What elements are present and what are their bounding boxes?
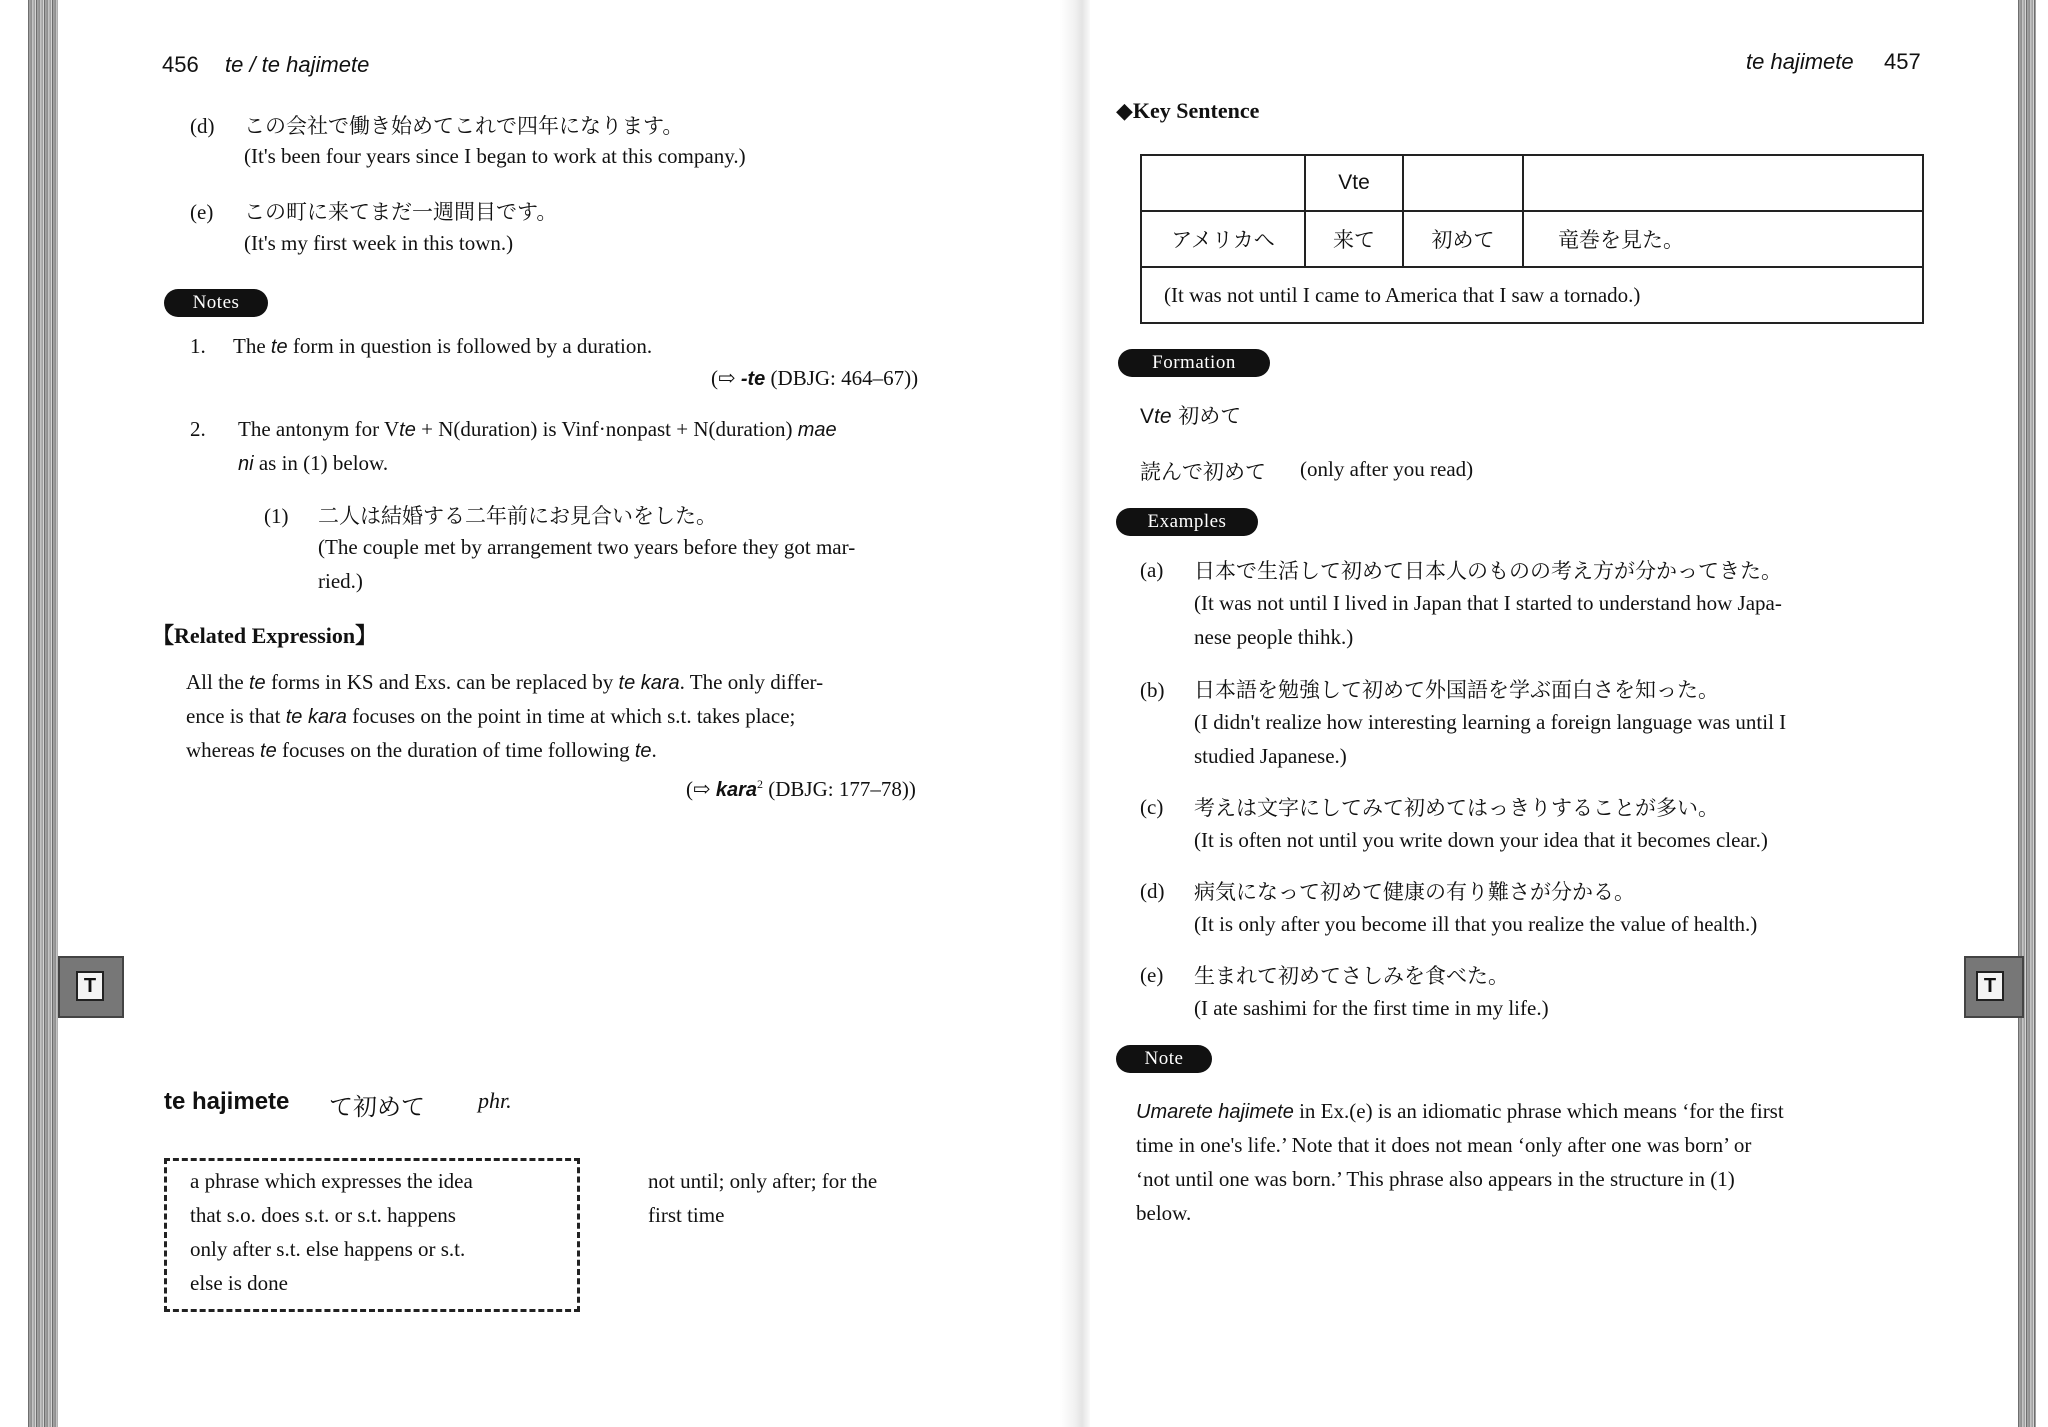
gloss-line-1: not until; only after; for the <box>648 1169 878 1193</box>
right-page-edge <box>2018 0 2036 1427</box>
note-2-b: + N(duration) is Vinf·nonpast + N(duration) <box>415 417 798 441</box>
right-example-e-en-1: (I ate sashimi for the first time in my life.) <box>1194 996 1549 1020</box>
example-d-en: (It's been four years since I began to work at this company.) <box>244 144 746 168</box>
ks-header-empty-4 <box>1523 155 1923 211</box>
entry-headword: te hajimete <box>164 1088 290 1115</box>
right-example-a-label: (a) <box>1140 558 1164 582</box>
right-example-d-jp: 病気になって初めて健康の有り難さが分かる。 <box>1194 880 1635 904</box>
formation-pattern <box>1140 402 1241 431</box>
rel-3c: . <box>651 738 657 762</box>
note-1-reference[interactable] <box>711 364 918 394</box>
entry-pos: phr. <box>478 1088 512 1113</box>
ks-header-vte: Vte <box>1305 155 1403 211</box>
definition-line-4: else is done <box>190 1271 288 1295</box>
right-example-b-en-1: (I didn't realize how interesting learning a foreign language was until I <box>1194 710 1787 734</box>
examples-label: Examples <box>1116 508 1258 536</box>
notes-label: Notes <box>164 289 268 317</box>
sub-example-jp: 二人は結婚する二年前にお見合いをした。 <box>318 504 717 528</box>
note-2-line-2 <box>238 449 388 479</box>
right-example-e-label: (e) <box>1140 963 1164 987</box>
ks-translation: (It was not until I came to America that I saw a tornado.) <box>1141 267 1923 323</box>
rel-ref-a: (⇨ <box>686 777 716 801</box>
formation-v: V <box>1140 405 1155 428</box>
sub-example-label: (1) <box>264 504 289 528</box>
note-1-text <box>233 332 652 362</box>
rel-2-tekara: te kara <box>285 706 347 728</box>
example-e-en: (It's my first week in this town.) <box>244 231 514 255</box>
rel-1b: forms in KS and Exs. can be replaced by <box>265 670 619 694</box>
note-line-1 <box>1136 1097 1784 1127</box>
right-example-d-en-1: (It is only after you become ill that you realize the value of health.) <box>1194 912 1758 936</box>
related-line-1 <box>186 668 823 698</box>
note-1-ref-te: -te <box>740 368 766 390</box>
right-example-d-label: (d) <box>1140 879 1165 903</box>
left-thumb-tab[interactable] <box>58 956 124 1018</box>
book-gutter <box>1060 0 1090 1427</box>
right-example-a-jp: 日本で生活して初めて日本人のものの考え方が分かってきた。 <box>1194 559 1782 583</box>
note-1-ref-arrow: (⇨ <box>711 366 741 390</box>
note-2-number: 2. <box>190 417 206 441</box>
definition-line-3: only after s.t. else happens or s.t. <box>190 1237 466 1261</box>
rel-2b: focuses on the point in time at which s.t. takes place; <box>346 704 796 728</box>
entry-headword-jp: て初めて <box>329 1093 425 1121</box>
ks-cell-america: アメリカへ <box>1141 211 1305 267</box>
rel-ref-kara: kara <box>715 779 757 801</box>
definition-line-2: that s.o. does s.t. or s.t. happens <box>190 1203 456 1227</box>
definition-line-1: a phrase which expresses the idea <box>190 1169 473 1193</box>
note-2-line-1 <box>238 415 837 445</box>
example-d-jp: この会社で働き始めてこれで四年になります。 <box>244 114 684 138</box>
note-1-number: 1. <box>190 334 206 358</box>
left-page-number: 456 <box>162 52 199 77</box>
note-umarete: Umarete hajimete <box>1136 1101 1294 1123</box>
rel-3-te2: te <box>634 740 652 762</box>
right-example-c-label: (c) <box>1140 795 1164 819</box>
formation-label: Formation <box>1118 349 1270 377</box>
related-expression-heading: 【Related Expression】 <box>152 623 378 648</box>
note-line-2: time in one's life.’ Note that it does not mean ‘only after one was born’ or <box>1136 1133 1752 1157</box>
note-2-mae: mae <box>797 419 837 441</box>
note-2-a: The antonym for V <box>238 417 400 441</box>
related-line-2 <box>186 702 795 732</box>
note-1-post: form in question is followed by a duration. <box>287 334 653 358</box>
note-1-te: te <box>270 336 288 358</box>
ks-cell-tatsumaki: 竜巻を見た。 <box>1523 211 1923 267</box>
formation-example-jp: 読んで初めて <box>1140 460 1266 484</box>
formation-hajimete: 初めて <box>1171 404 1242 428</box>
right-example-e-jp: 生まれて初めてさしみを食べた。 <box>1194 964 1509 988</box>
note-1-pre: The <box>233 334 271 358</box>
ks-header-empty-3 <box>1403 155 1523 211</box>
example-e-jp: この町に来てまだ一週間目です。 <box>244 200 558 224</box>
example-d-label: (d) <box>190 114 215 138</box>
right-thumb-tab[interactable] <box>1964 956 2024 1018</box>
right-tab-letter: T <box>1976 971 2004 1001</box>
right-example-a-en-1: (It was not until I lived in Japan that I started to understand how Japa- <box>1194 591 1782 615</box>
related-reference[interactable] <box>686 770 916 805</box>
formation-te: te <box>1154 405 1172 428</box>
note-2-te: te <box>399 419 416 441</box>
ks-header-empty-1 <box>1141 155 1305 211</box>
note-line-1-rest: in Ex.(e) is an idiomatic phrase which means ‘for the first <box>1293 1099 1784 1123</box>
right-example-c-jp: 考えは文字にしてみて初めてはっきりすることが多い。 <box>1194 796 1719 820</box>
gloss-line-2: first time <box>648 1203 725 1227</box>
rel-1-te: te <box>249 672 266 694</box>
note-2-ni: ni <box>238 453 254 475</box>
left-page-edge <box>28 0 58 1427</box>
formation-example-en: (only after you read) <box>1300 457 1474 481</box>
rel-2a: ence is that <box>186 704 286 728</box>
ks-cell-hajimete: 初めて <box>1403 211 1523 267</box>
note-label: Note <box>1116 1045 1212 1073</box>
rel-3-te: te <box>260 740 277 762</box>
related-line-3 <box>186 736 657 766</box>
note-line-4: below. <box>1136 1201 1192 1225</box>
note-line-3: ‘not until one was born.’ This phrase also appears in the structure in (1) <box>1136 1167 1735 1191</box>
rel-ref-b: (DBJG: 177–78)) <box>763 777 916 801</box>
right-running-head: te hajimete <box>1746 49 1854 74</box>
sub-example-en-1: (The couple met by arrangement two years before they got mar- <box>318 535 856 559</box>
note-1-ref-rest: (DBJG: 464–67)) <box>765 366 919 390</box>
ks-cell-kite: 来て <box>1305 211 1403 267</box>
sub-example-en-2: ried.) <box>318 569 363 593</box>
rel-3b: focuses on the duration of time following <box>276 738 635 762</box>
left-tab-letter: T <box>76 971 104 1001</box>
right-example-c-en-1: (It is often not until you write down your idea that it becomes clear.) <box>1194 828 1768 852</box>
rel-1-tekara: te kara <box>618 672 680 694</box>
key-sentence-label: ◆Key Sentence <box>1116 98 1260 123</box>
right-example-b-jp: 日本語を勉強して初めて外国語を学ぶ面白さを知った。 <box>1194 678 1719 702</box>
rel-3a: whereas <box>186 738 261 762</box>
right-example-b-en-2: studied Japanese.) <box>1194 744 1347 768</box>
right-page-number: 457 <box>1884 49 1921 74</box>
left-running-head: te / te hajimete <box>225 52 370 77</box>
right-example-b-label: (b) <box>1140 678 1165 702</box>
rel-ref-sup: 2 <box>757 777 763 791</box>
note-2-rest: as in (1) below. <box>253 451 389 475</box>
rel-1c: . The only differ- <box>679 670 824 694</box>
key-sentence-table <box>1140 154 1924 324</box>
rel-1a: All the <box>186 670 249 694</box>
right-example-a-en-2: nese people thihk.) <box>1194 625 1354 649</box>
example-e-label: (e) <box>190 200 214 224</box>
